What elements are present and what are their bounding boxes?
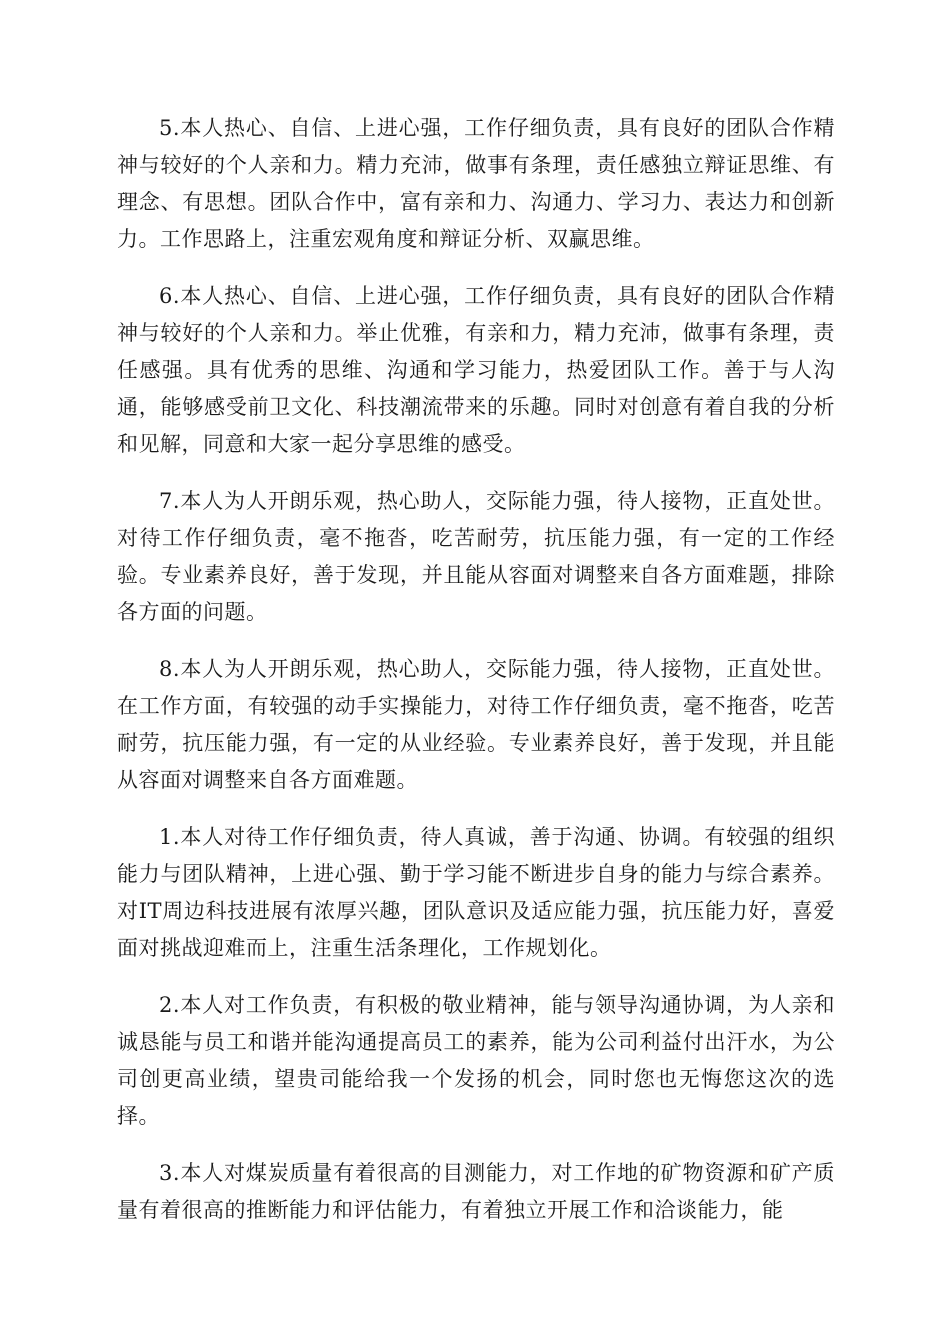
paragraph-8: 8.本人为人开朗乐观，热心助人，交际能力强，待人接物，正直处世。在工作方面，有较强的动手实操能力，对待工作仔细负责，毫不拖沓，吃苦耐劳，抗压能力强，有一定的从业经验。专业素养良好，善于发现，并且能从容面对调整来自各方面难题。 [117, 657, 835, 792]
paragraph-3: 3.本人对煤炭质量有着很高的目测能力，对工作地的矿物资源和矿产质量有着很高的推断能力和评估能力，有着独立开展工作和洽谈能力，能 [117, 1161, 835, 1222]
paragraph-6: 6.本人热心、自信、上进心强，工作仔细负责，具有良好的团队合作精神与较好的个人亲和力。举止优雅，有亲和力，精力充沛，做事有条理，责任感强。具有优秀的思维、沟通和学习能力，热爱团队工作。善于与人沟通，能够感受前卫文化、科技潮流带来的乐趣。同时对创意有着自我的分析和见解，同意和大家一起分享思维的感受。 [117, 284, 835, 456]
paragraph-7: 7.本人为人开朗乐观，热心助人，交际能力强，待人接物，正直处世。对待工作仔细负责，毫不拖沓，吃苦耐劳，抗压能力强，有一定的工作经验。专业素养良好，善于发现，并且能从容面对调整来自各方面难题，排除各方面的问题。 [117, 489, 835, 624]
document-body [117, 110, 835, 1249]
paragraph-1: 1.本人对待工作仔细负责，待人真诚，善于沟通、协调。有较强的组织能力与团队精神，上进心强、勤于学习能不断进步自身的能力与综合素养。对IT周边科技进展有浓厚兴趣，团队意识及适应能力强，抗压能力好，喜爱面对挑战迎难而上，注重生活条理化，工作规划化。 [117, 825, 835, 960]
paragraph-2: 2.本人对工作负责，有积极的敬业精神，能与领导沟通协调，为人亲和诚恳能与员工和谐并能沟通提高员工的素养，能为公司利益付出汗水，为公司创更高业绩，望贵司能给我一个发扬的机会，同时您也无悔您这次的选择。 [117, 993, 835, 1128]
paragraph-5: 5.本人热心、自信、上进心强，工作仔细负责，具有良好的团队合作精神与较好的个人亲和力。精力充沛，做事有条理，责任感独立辩证思维、有理念、有思想。团队合作中，富有亲和力、沟通力、学习力、表达力和创新力。工作思路上，注重宏观角度和辩证分析、双赢思维。 [117, 116, 835, 251]
